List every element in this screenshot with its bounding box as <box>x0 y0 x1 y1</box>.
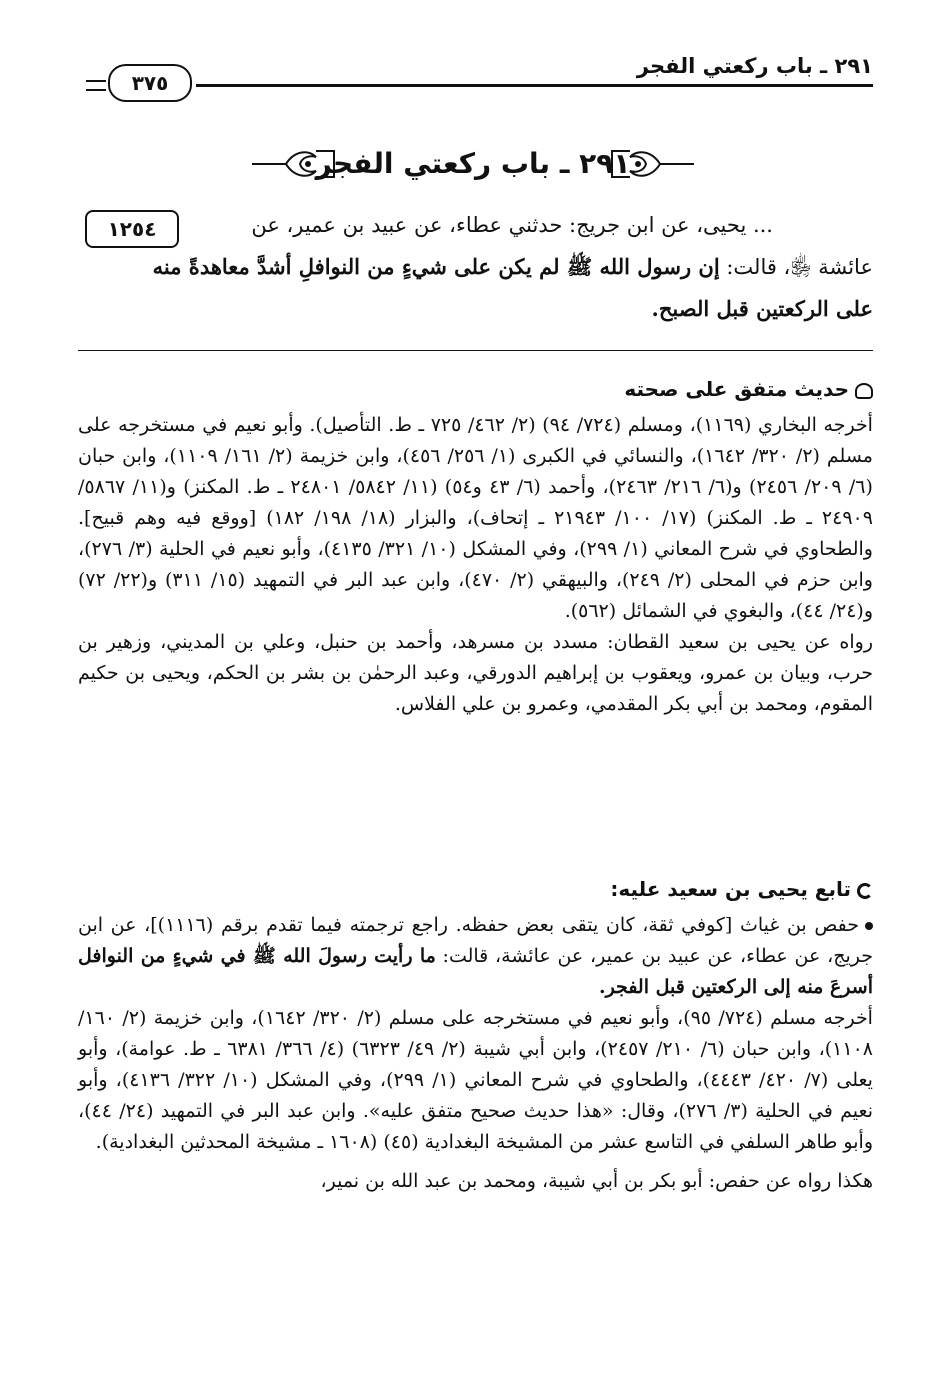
section-heading-1 <box>624 377 873 401</box>
takhrij-paragraph-2: أخرجه مسلم (٧٢٤/ ٩٥)، وأبو نعيم في مستخرجه على مسلم (٢/ ٣٢٠/ ١٦٤٢)، وابن خزيمة (٢/ ١٦٠/ ١١٠٨)، وابن حبان (٦/ ٢١٠/ ٢٤٥٧)، وابن أبي شيبة (٢/ ٤٩/ ٦٣٢٣) (٤/ ٣٦٦/ ٦٣٨١ ـ ط. عوامة)، وأبو يعلى (٧/ ٤٢٠/ ٤٤٤٣)، والطحاوي في شرح المعاني (١/ ٢٩٩)، وفي المشكل (١٠/ ٣٢٢/ ٤١٣٦)، وأبو نعيم في الحلية (٣/ ٢٧٦)، وقال: «هذا حديث صحيح متفق عليه». وابن عبد البر في التمهيد (٢٤/ ٤٤)، وأبو طاهر السلفي في التاسع عشر من المشيخة البغدادية (٤٥) (١٦٠٨ ـ مشيخة المحدثين البغدادية). <box>78 1007 873 1153</box>
section-heading-2-text: تابع يحيى بن سعيد عليه: <box>610 877 851 901</box>
hadith-line-1: ... يحيى، عن ابن جريج: حدثني عطاء، عن عبيد بن عمير، عن <box>251 213 773 237</box>
follow-up-marker-icon <box>857 883 873 899</box>
section2-body <box>78 910 873 1197</box>
section-heading-1-text: حديث متفق على صحته <box>624 377 849 401</box>
narrators-paragraph: رواه عن يحيى بن سعيد القطان: مسدد بن مسرهد، وأحمد بن حنبل، وعلي بن المديني، وزهير بن حرب، وبيان بن عمرو، ويعقوب بن إبراهيم الدورقي، وعبد الرحمٰن بن بشر بن الحكم، ويحيى بن حكيم المقوم، ومحمد بن أبي بكر المقدمي، وعمرو بن علي الفلاس. <box>78 631 873 715</box>
mutabaa-text: حفص بن غياث [كوفي ثقة، كان يتقى بعض حفظه. راجع ترجمته فيما تقدم برقم (١١١٦)]، عن ابن جريج، عن عطاء، عن عبيد بن عمير، عن عائشة، قالت: <box>78 914 873 967</box>
hadith-matn: إن رسول الله ﷺ لم يكن على شيءٍ من النوافلِ أشدَّ معاهدةً منه <box>152 254 720 279</box>
takhrij-paragraph: أخرجه البخاري (١١٦٩)، ومسلم (٧٢٤/ ٩٤) (٢/ ٤٦٢/ ٧٢٥ ـ ط. التأصيل). وأبو نعيم في مستخرجه على مسلم (٢/ ٣٢٠/ ١٦٤٢)، والنسائي في الكبرى (١/ ٢٥٦/ ٤٥٦)، وابن خزيمة (٢/ ١٦١/ ١١٠٩)، وابن حبان (٦/ ٢٠٩/ ٢٤٥٦) و(٦/ ٢١٦/ ٢٤٦٣)، وأحمد (٦/ ٤٣ و٥٤) (١١/ ٥٨٤٢/ ٢٤٨٠١ ـ ط. المكنز) و(١١/ ٥٨٦٧/ ٢٤٩٠٩ ـ ط. المكنز) (١٧/ ١٠٠/ ٢١٩٤٣ ـ إتحاف)، والبزار (١٨/ ١٩٨/ ١٨٢) [ووقع فيه وهم قبيح]. والطحاوي في شرح المعاني (١/ ٢٩٩)، وفي المشكل (١٠/ ٣٢١/ ٤١٣٥)، وأبو نعيم في الحلية (٣/ ٢٧٦)، وابن حزم في المحلى (٢/ ٢٤٩)، والبيهقي (٢/ ٤٧٠)، وابن عبد البر في التمهيد (١٥/ ٣١١) و(٢٢/ ٧٢) و(٢٤/ ٤٤)، والبغوي في الشمائل (٥٦٢). <box>78 414 873 622</box>
page-number: ٣٧٥ <box>108 64 192 102</box>
hadith-line-3: على الركعتين قبل الصبح. <box>651 296 873 321</box>
hadith-text <box>78 205 873 329</box>
hafs-narrators-paragraph: هكذا رواه عن حفص: أبو بكر بن أبي شيبة، ومحمد بن عبد الله بن نمير، <box>320 1170 873 1192</box>
hadith-number-badge: ١٢٥٤ <box>85 210 179 248</box>
mutabaa-paragraph <box>78 910 873 1003</box>
hadith-line-2 <box>78 246 873 288</box>
section-heading-2 <box>610 877 873 901</box>
running-header-title: ٢٩١ ـ باب ركعتي الفجر <box>636 54 873 78</box>
heading-marker-icon <box>855 383 873 399</box>
header-rule <box>196 84 873 87</box>
chapter-title: ٢٩١ ـ باب ركعتي الفجر <box>315 146 631 180</box>
page-number-frame <box>86 62 198 106</box>
separator-rule <box>78 350 873 351</box>
page-number-ornament-lines <box>86 80 106 91</box>
chapter-ornament-right <box>610 143 696 185</box>
hadith-narrator: عائشة ﵂، قالت: <box>719 255 873 279</box>
bullet-dot-icon <box>865 922 873 930</box>
section1-body <box>78 410 873 720</box>
mutabaa-matn: ما رأيت رسولَ الله ﷺ في شيءٍ من النوافل أسرعَ منه إلى الركعتين قبل الفجر. <box>78 945 873 998</box>
